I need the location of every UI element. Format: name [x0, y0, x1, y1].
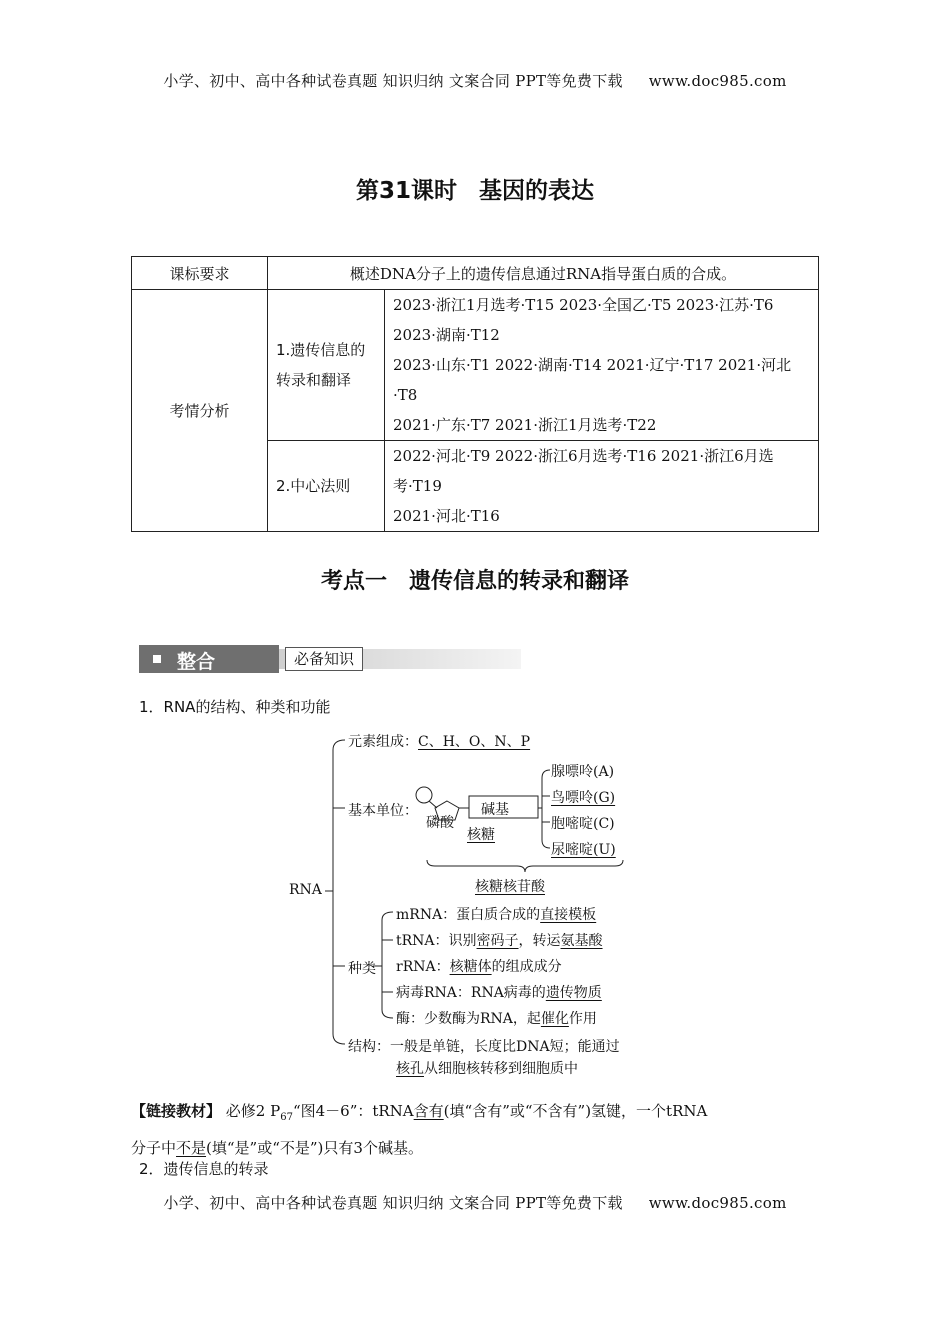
ref-line: 2023·湖南·T12 [393, 326, 500, 344]
link-tag: 【链接教材】 [131, 1102, 222, 1120]
item-2-heading: 2．遗传信息的转录 [139, 1160, 269, 1178]
link-answer-1: 含有 [413, 1102, 444, 1120]
ref-line: 2023·山东·T1 2022·湖南·T14 2021·辽宁·T17 2021·河北 [393, 356, 792, 374]
ref-line: 考·T19 [393, 477, 442, 495]
section-topic: 遗传信息的转录和翻译 [409, 569, 630, 594]
ref-line: 2021·广东·T7 2021·浙江1月选考·T22 [393, 416, 657, 434]
base-g: 鸟嘌呤(G) [551, 790, 616, 806]
section-number: 考点一 [320, 569, 387, 594]
footer-site[interactable]: www.doc985.com [648, 1194, 787, 1212]
footer-promo: 小学、初中、高中各种试卷真题 知识归纳 文案合同 PPT等免费下载 [163, 1194, 623, 1212]
title-lesson: 第31课时 [355, 178, 457, 204]
knowledge-banner [139, 645, 521, 673]
header-site[interactable]: www.doc985.com [648, 72, 787, 90]
row-label-requirements: 课标要求 [132, 257, 268, 290]
ref-line: 2022·河北·T9 2022·浙江6月选考·T16 2021·浙江6月选 [393, 447, 774, 465]
page-title [0, 172, 950, 205]
title-topic: 基因的表达 [479, 178, 594, 204]
textbook-link: 【链接教材】 必修2 $P_{67}“$图4－6”：tRNA含有(填“含有”或“不含有”)氢键，一个tRNA 分子中不是(填“是”或“不是”)只有3个碱基。 [131, 1102, 708, 1157]
diagram-root: RNA [289, 882, 322, 898]
page-header [0, 70, 950, 91]
sub-label-central-dogma: 2.中心法则 [268, 441, 385, 532]
structure-row-2: 核孔从细胞核转移到细胞质中 [396, 1061, 578, 1077]
sub-label-transcription: 1.遗传信息的转录和翻译 [268, 290, 385, 441]
ribose-answer: 核糖 [467, 827, 495, 843]
requirements-text: 概述DNA分子上的遗传信息通过RNA指导蛋白质的合成。 [268, 257, 819, 290]
item-1-heading: 1．RNA的结构、种类和功能 [139, 698, 331, 716]
link-answer-2: 不是 [176, 1139, 207, 1157]
section-title [0, 564, 950, 595]
nucleotide-answer: 核糖核苷酸 [475, 879, 545, 895]
banner-label: 整合 [177, 651, 216, 673]
type-rrna: rRNA：核糖体的组成成分 [396, 959, 562, 975]
structure-row: 结构：一般是单链，长度比DNA短；能通过 [348, 1039, 620, 1055]
unit-label: 基本单位： [348, 803, 418, 819]
type-mrna: mRNA：蛋白质合成的直接模板 [396, 907, 597, 923]
type-enzyme: 酶：少数酶为RNA，起催化作用 [396, 1011, 597, 1027]
banner-tag: 必备知识 [285, 647, 363, 671]
square-bullet-icon [153, 655, 161, 663]
type-trna: tRNA：识别密码子，转运氨基酸 [396, 933, 603, 949]
ref-line: ·T8 [393, 386, 418, 404]
row-label-analysis: 考情分析 [132, 290, 268, 532]
header-promo: 小学、初中、高中各种试卷真题 知识归纳 文案合同 PPT等免费下载 [163, 72, 623, 90]
sub-refs-central-dogma [385, 441, 819, 532]
phosphate-label: 磷酸 [426, 815, 454, 831]
rna-diagram [285, 728, 665, 1080]
page-footer [0, 1192, 950, 1213]
type-virus-rna: 病毒RNA：RNA病毒的遗传物质 [396, 985, 602, 1001]
base-label: 碱基 [481, 802, 509, 818]
elements-row: 元素组成：C、H、O、N、P [348, 734, 531, 750]
base-u: 尿嘧啶(U) [551, 842, 616, 858]
base-a: 腺嘌呤(A) [551, 764, 615, 780]
ref-line: 2021·河北·T16 [393, 507, 500, 525]
base-c: 胞嘧啶(C) [551, 816, 615, 832]
sub-refs-transcription [385, 290, 819, 441]
elements-answer: C、H、O、N、P [418, 734, 531, 750]
ref-line: 2023·浙江1月选考·T15 2023·全国乙·T5 2023·江苏·T6 [393, 296, 774, 314]
requirements-table [131, 256, 819, 532]
types-label: 种类 [348, 961, 376, 977]
